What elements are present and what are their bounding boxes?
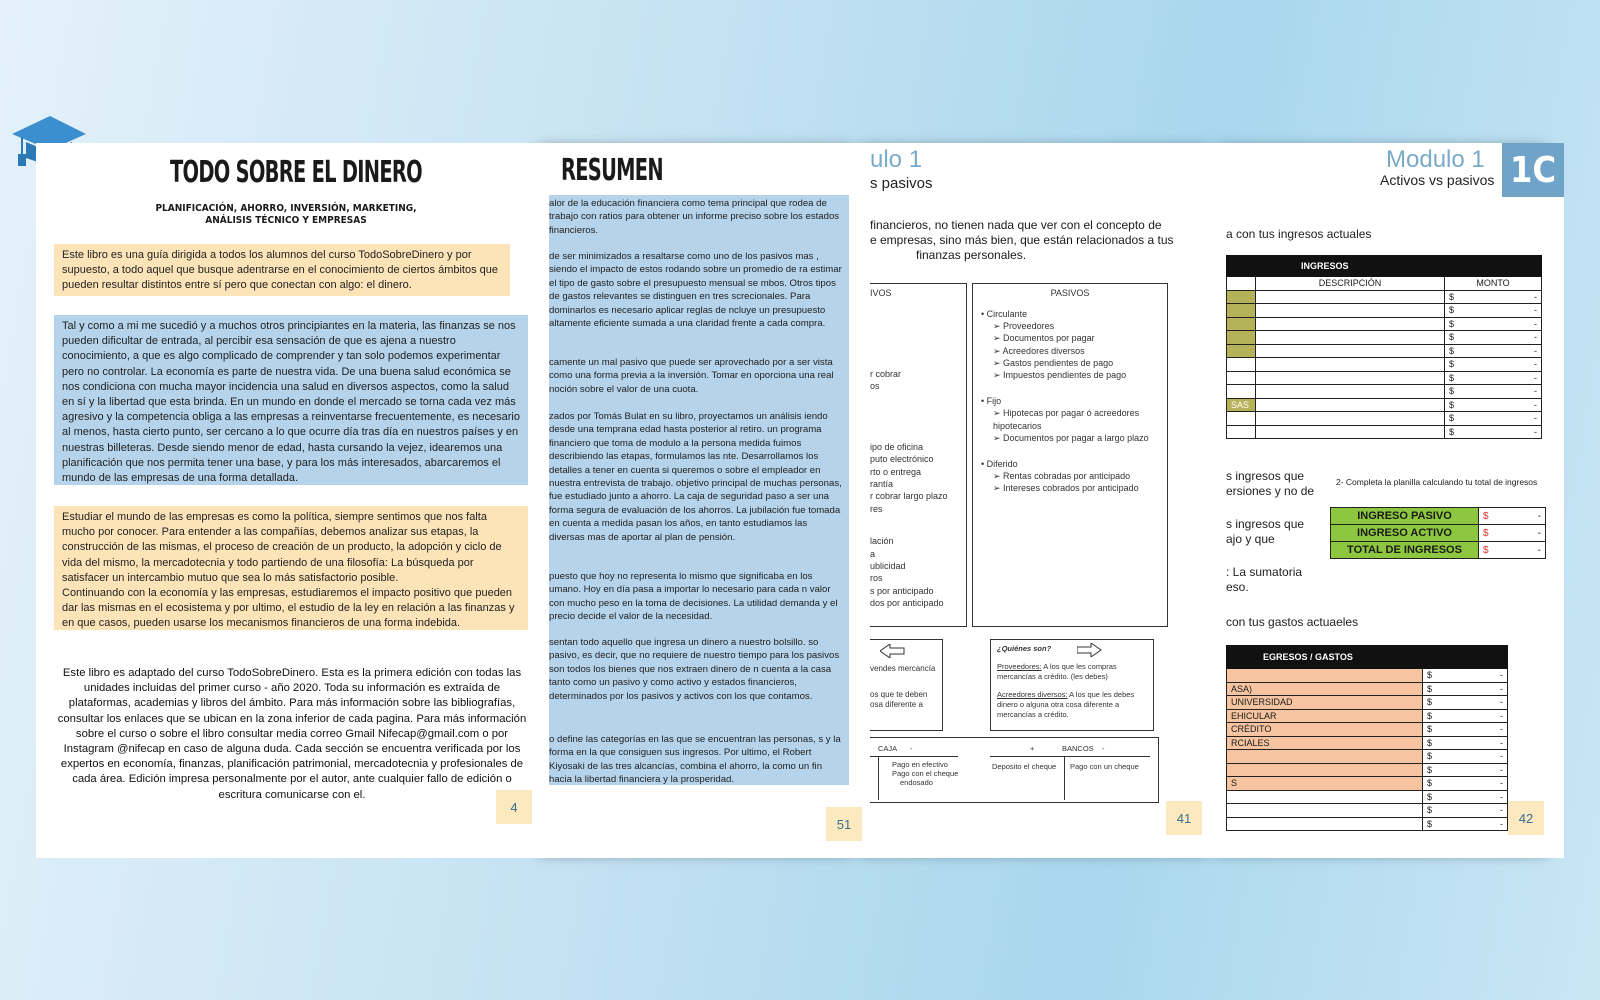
pasivo-item: ➢ Gastos pendientes de pago bbox=[993, 357, 1114, 368]
activo-item: os bbox=[870, 381, 880, 392]
book-page-41 bbox=[870, 143, 1226, 858]
amount-dash: - bbox=[1500, 791, 1503, 802]
egreso-monto-cell bbox=[1423, 682, 1508, 696]
ingreso-side-cell bbox=[1227, 290, 1256, 304]
ingreso-desc-cell bbox=[1256, 304, 1445, 318]
total-row bbox=[1331, 508, 1546, 525]
amount-dash: - bbox=[1534, 386, 1537, 397]
amount-dash: - bbox=[1500, 805, 1503, 816]
currency-sign: $ bbox=[1449, 359, 1455, 370]
egresos-table: EGRESOS / GASTOS $ - ASA) $ - UNIVERSIDAD $ - EHICULAR $ - CRÉDITO $ - RCIALES $ - $ - $ - S $ - $ - $ - $ - bbox=[1226, 645, 1508, 831]
ingreso-row bbox=[1227, 358, 1542, 372]
amount-dash: - bbox=[1534, 426, 1537, 437]
egreso-monto-cell bbox=[1423, 750, 1508, 764]
ingreso-desc-cell bbox=[1256, 412, 1445, 426]
egreso-label bbox=[1227, 763, 1423, 777]
ingreso-desc-cell bbox=[1256, 344, 1445, 358]
summary-paragraph: zados por Tomás Bulat en su libro, proyectamos un análisis iendo desde una temprana edad hasta posterior al retiro. un programa financiero que toma de modulo a la persona medida fuimos describiendo las etapas, formulamos las nte. Desarrollamos los detalles a tener en cuenta si queremos o sobre el empleador en nuestra entrevista de trabajo. objetivo principal de muchas personas, fue estudiado junto a ahorro. La caja de seguridad paso a ser una forma segura de evaluación de los ahorros. La jubilación fue tomada en cuenta a medida pasan los años, en tanto estudiamos las diversas mas de aportar al plan de pensión. bbox=[549, 411, 842, 543]
currency-sign: $ bbox=[1427, 724, 1433, 735]
ingreso-monto-cell bbox=[1445, 412, 1542, 426]
egreso-monto-cell bbox=[1423, 736, 1508, 750]
page-number: 4 bbox=[496, 790, 532, 824]
totales-table bbox=[1330, 507, 1546, 559]
note-card-right: ¿Quiénes son? Proveedores: A los que les compras mercancías a crédito. (les debes) Acreedores diversos: A los que les debes dinero o alguna otra cosa diferente a mercancías a crédito. bbox=[990, 639, 1154, 731]
currency-sign: $ bbox=[1449, 426, 1455, 437]
pasivo-item-label: Intereses cobrados por anticipado bbox=[1003, 483, 1139, 494]
currency-sign: $ bbox=[1483, 527, 1489, 539]
egreso-label bbox=[1227, 750, 1423, 764]
ingreso-row bbox=[1227, 412, 1542, 426]
ingreso-monto-cell bbox=[1445, 331, 1542, 345]
egreso-row bbox=[1227, 763, 1508, 777]
pasivo-item-label: Gastos pendientes de pago bbox=[1003, 357, 1114, 368]
currency-sign: $ bbox=[1449, 372, 1455, 383]
summary-paragraph: de ser minimizados a resaltarse como uno de los pasivos mas , siendo el impacto de estos rodando sobre un promedio de ra estimar el tipo de gasto sobre el presupuesto mensual se mbos. Otros tipos de gastos relevantes se distinguen en tres screcionales. Para dominarlos es necesario aplicar reglas de ncluye un presupuesto altamente eficiente sumada a una claridad frente a cada compra. bbox=[549, 251, 842, 330]
summary-paragraph: alor de la educación financiera como tema principal que rodea de trabajo con ratios para obtener un informe preciso sobre los estados financieros. bbox=[549, 198, 840, 236]
egreso-monto-cell bbox=[1423, 817, 1508, 831]
activo-item: s por anticipado bbox=[870, 585, 934, 596]
currency-sign: $ bbox=[1449, 332, 1455, 343]
ingreso-side-cell bbox=[1227, 317, 1256, 331]
total-value bbox=[1479, 542, 1546, 559]
ingreso-desc-cell bbox=[1256, 385, 1445, 399]
currency-sign: $ bbox=[1427, 751, 1433, 762]
egreso-row bbox=[1227, 696, 1508, 710]
activo-item: lación bbox=[870, 536, 894, 547]
currency-sign: $ bbox=[1427, 683, 1433, 694]
egreso-row bbox=[1227, 804, 1508, 818]
activo-item: ublicidad bbox=[870, 561, 906, 572]
pasivo-item: ➢ Acreedores diversos bbox=[993, 345, 1085, 356]
amount-dash: - bbox=[1500, 737, 1503, 748]
ingreso-side-cell bbox=[1227, 331, 1256, 345]
pasivos-column: PASIVOS • Circulante ➢ Proveedores ➢ Documentos por pagar ➢ Acreedores diversos ➢ Gastos pendientes de pago ➢ Impuestos pendientes de pago • Fijo ➢ Hipotecas por pagar ó acreedores hipotecarios ➢ Documentos por pagar a largo plazo • Diferido ➢ Rentas cobradas por anticipado ➢ Intereses cobrados por anticipado bbox=[972, 283, 1168, 627]
ingreso-side-cell bbox=[1227, 304, 1256, 318]
module-subtitle: Activos vs pasivos bbox=[1380, 172, 1495, 188]
ingreso-side-cell bbox=[1227, 344, 1256, 358]
ingreso-side-cell bbox=[1227, 371, 1256, 385]
amount-dash: - bbox=[1534, 345, 1537, 356]
pasivo-item-label: Documentos por pagar bbox=[1003, 333, 1095, 344]
amount-dash: - bbox=[1534, 332, 1537, 343]
activo-item: puto electrónico bbox=[870, 454, 934, 465]
ingreso-monto-cell bbox=[1445, 398, 1542, 412]
pasivo-item-label: Hipotecas por pagar ó acreedores hipotecarios bbox=[993, 408, 1140, 431]
book-page-51 bbox=[549, 143, 870, 858]
egreso-label: S bbox=[1227, 777, 1423, 791]
amount-dash: - bbox=[1537, 544, 1541, 556]
egreso-label bbox=[1227, 817, 1423, 831]
currency-sign: $ bbox=[1427, 778, 1433, 789]
pasivo-item: ➢ Rentas cobradas por anticipado bbox=[993, 471, 1131, 482]
currency-sign: $ bbox=[1427, 791, 1433, 802]
currency-sign: $ bbox=[1449, 305, 1455, 316]
amount-dash: - bbox=[1500, 778, 1503, 789]
activo-item: r cobrar bbox=[870, 369, 902, 379]
book-page-42: Modulo 1 Activos vs pasivos 1C a con tus ingresos actuales INGRESOS DESCRIPCIÓN MONTO $ - $ - $ - $ - $ - $ - $ - $ - SAS $ - $ - $ - s ingresos que ersiones y no de s ingresos que ajo y que : La sumatoria eso. 2- Completa la planilla calculando tu total de ingresos INGRESO PASIVO $ - INGRESO ACTIVO $ - TOTAL DE INGRESOS $ - con tus gastos actuaeles EGRESOS / GASTOS $ - ASA) $ - UNIVERSIDAD $ - EHICULAR $ - CRÉDITO $ - RCIALES $ - $ - $ - S $ - $ - $ - $ - 42 bbox=[1226, 143, 1564, 858]
ingreso-side-cell bbox=[1227, 358, 1256, 372]
egreso-label bbox=[1227, 669, 1423, 683]
total-row bbox=[1331, 525, 1546, 542]
egreso-monto-cell bbox=[1423, 669, 1508, 683]
ingresos-table: INGRESOS DESCRIPCIÓN MONTO $ - $ - $ - $ - $ - $ - $ - $ - SAS $ - $ - $ - bbox=[1226, 255, 1542, 439]
total-value bbox=[1479, 508, 1546, 525]
egreso-monto-cell bbox=[1423, 723, 1508, 737]
ingreso-row bbox=[1227, 385, 1542, 399]
ingreso-monto-cell bbox=[1445, 371, 1542, 385]
egreso-label: RCIALES bbox=[1227, 736, 1423, 750]
ingreso-desc-cell bbox=[1256, 358, 1445, 372]
amount-dash: - bbox=[1500, 697, 1503, 708]
module-title: Modulo 1 bbox=[1386, 146, 1485, 173]
ingreso-desc-cell bbox=[1256, 331, 1445, 345]
ingreso-desc-cell bbox=[1256, 425, 1445, 439]
ingreso-desc-cell bbox=[1256, 290, 1445, 304]
amount-dash: - bbox=[1534, 318, 1537, 329]
summary-paragraph: camente un mal pasivo que puede ser aprovechado por a ser vista como una forma previa a la inversión. Tomar en oporciona una real noción sobre el valor de una cuota. bbox=[549, 357, 834, 395]
page-number: 41 bbox=[1166, 801, 1202, 835]
currency-sign: $ bbox=[1449, 345, 1455, 356]
pasivo-item: ➢ Intereses cobrados por anticipado bbox=[993, 483, 1139, 494]
egreso-row bbox=[1227, 790, 1508, 804]
amount-dash: - bbox=[1500, 683, 1503, 694]
ingreso-row bbox=[1227, 317, 1542, 331]
amount-dash: - bbox=[1500, 751, 1503, 762]
activo-item: rto o entrega bbox=[870, 466, 922, 477]
activo-item: res bbox=[870, 503, 883, 514]
note-card-left: vendes mercancía os que te deben osa diferente a bbox=[870, 639, 943, 731]
amount-dash: - bbox=[1500, 710, 1503, 721]
total-row bbox=[1331, 542, 1546, 559]
finanzas-box: Tal y como a mi me sucedió y a muchos otros principiantes en la materia, las finanzas se nos pueden dificultar de entrada, al percibir esa sensación de que es ajena a nuestro conocimiento, a que es algo complicado de comprender y tan solo podemos experimentar pero no controlar. La economía es parte de nuestra vida. De una buena salud económica se nos condiciona con mucha mayor incidencia una salud en diversos aspectos, como la salud en sí y la libertad que esta brinda. En un mundo en donde el mercado se torna cada vez más agresivo y la competencia obliga a las empresas a reinventarse frecuentemente, es necesario al menos, hasta cierto punto, ser cercano a lo que ocurre día tras día en nuestros países y en nuestras billeteras. Desde siendo menor de edad, hasta cursando la vejez, idearemos una planificación que nos permita tener una base, y para los más interesados, abarcaremos el mundo de las empresas de una forma detallada. bbox=[54, 315, 528, 485]
page-subtitle: PLANIFICACIÓN, AHORRO, INVERSIÓN, MARKETING, ANÁLISIS TÉCNICO Y EMPRESAS bbox=[155, 203, 417, 226]
amount-dash: - bbox=[1534, 291, 1537, 302]
currency-sign: $ bbox=[1449, 318, 1455, 329]
currency-sign: $ bbox=[1427, 670, 1433, 681]
pasivo-item-label: Documentos por pagar a largo plazo bbox=[1003, 432, 1149, 443]
page-title: TODO SOBRE EL DINERO bbox=[170, 155, 422, 190]
amount-dash: - bbox=[1534, 399, 1537, 410]
arrow-right-icon bbox=[1077, 643, 1103, 657]
t-accounts: CAJA - Pago en efectivo Pago con el cheque endosado + BANCOS - Deposito el cheque Pago con un cheque bbox=[870, 737, 1159, 803]
egreso-row bbox=[1227, 736, 1508, 750]
egreso-label: EHICULAR bbox=[1227, 709, 1423, 723]
total-label: INGRESO ACTIVO bbox=[1331, 525, 1479, 542]
ingreso-side-cell bbox=[1227, 385, 1256, 399]
ingreso-side-cell: SAS bbox=[1227, 398, 1256, 412]
egreso-monto-cell bbox=[1423, 709, 1508, 723]
egreso-monto-cell bbox=[1423, 763, 1508, 777]
activo-item: r cobrar largo plazo bbox=[870, 491, 948, 502]
activo-item: ipo de oficina bbox=[870, 441, 924, 452]
ingreso-side-cell bbox=[1227, 425, 1256, 439]
module-title: ulo 1 bbox=[870, 146, 923, 173]
empresas-box: Estudiar el mundo de las empresas es como la política, siempre sentimos que nos falta mucho por conocer. Para entender a las compañías, debemos analizar sus etapas, la construcción de las mismas, el proceso de creación de un producto, la adopción y ciclo de vida del mismo, la mercadotecnia y todo partiendo de una filosofía: La búsqueda por satisfacer un intercambio mutuo que sea lo más satisfactorio posible. Continuando con la economía y las empresas, estudiaremos el impacto positivo que pueden dar las mismas en el ecosistema y por ultimo, el estudio de la ley en relación a las finanzas y en que casos, pueden usarse los mecanismos financieros de una forma indebida. bbox=[54, 506, 528, 630]
ingreso-monto-cell bbox=[1445, 425, 1542, 439]
pasivo-item-label: Proveedores bbox=[1003, 321, 1055, 332]
egreso-monto-cell bbox=[1423, 790, 1508, 804]
egreso-monto-cell bbox=[1423, 777, 1508, 791]
module-subtitle: s pasivos bbox=[870, 175, 933, 192]
ingreso-row bbox=[1227, 331, 1542, 345]
total-label: INGRESO PASIVO bbox=[1331, 508, 1479, 525]
currency-sign: $ bbox=[1449, 291, 1455, 302]
currency-sign: $ bbox=[1427, 710, 1433, 721]
ingreso-desc-cell bbox=[1256, 398, 1445, 412]
pasivo-item-label: Impuestos pendientes de pago bbox=[1003, 370, 1127, 381]
total-label: TOTAL DE INGRESOS bbox=[1331, 542, 1479, 559]
page-title: RESUMEN bbox=[561, 153, 663, 188]
summary-paragraph: sentan todo aquello que ingresa un dinero a nuestro bolsillo. so pasivo, es decir, que no requiere de nuestro tiempo para los pasivos son todos los bienes que nos extraen dinero de n cuenta a la casa tanto como un pasivo y como activo y estados financieros, determinados por los pasivos y activos con los que contamos. bbox=[549, 637, 840, 702]
pasivo-item: ➢ Impuestos pendientes de pago bbox=[993, 370, 1127, 381]
egreso-row bbox=[1227, 682, 1508, 696]
book-page-4 bbox=[36, 143, 549, 858]
total-value bbox=[1479, 525, 1546, 542]
currency-sign: $ bbox=[1449, 413, 1455, 424]
ingreso-row bbox=[1227, 344, 1542, 358]
ingreso-monto-cell bbox=[1445, 385, 1542, 399]
activo-item: ros bbox=[870, 573, 883, 584]
page-number: 42 bbox=[1508, 801, 1544, 835]
ingreso-row bbox=[1227, 304, 1542, 318]
amount-dash: - bbox=[1537, 527, 1541, 539]
currency-sign: $ bbox=[1427, 764, 1433, 775]
egreso-label: UNIVERSIDAD bbox=[1227, 696, 1423, 710]
currency-sign: $ bbox=[1427, 737, 1433, 748]
activo-item: dos por anticipado bbox=[870, 598, 944, 609]
pasivo-item-label: Acreedores diversos bbox=[1002, 345, 1085, 356]
pasivo-item: ➢ Documentos por pagar a largo plazo bbox=[993, 432, 1149, 443]
currency-sign: $ bbox=[1449, 386, 1455, 397]
pasivo-item: ➢ Documentos por pagar bbox=[993, 333, 1095, 344]
currency-sign: $ bbox=[1427, 818, 1433, 829]
ingreso-row bbox=[1227, 425, 1542, 439]
currency-sign: $ bbox=[1449, 399, 1455, 410]
closing-paragraph: Este libro es adaptado del curso TodoSobreDinero. Esta es la primera edición con todas las unidades incluidas del primer curso - año 2020. Toda su información es extraída de plataformas, academias y libros del ámbito. Para más información sobre las bibliografías, consultar los enlaces que se ubican en la zona inferior de cada pagina. Para más información sobre el curso o sobre el libro consultar media correo Gmail Nifecap@gmail.com o por Instagram @nifecap en caso de alguna duda. Cada sección se encuentra verificada por los expertos en economía, finanzas, planificación patrimonial, mercadotecnia y profesionales de cada área. Edición impresa personalmente por el autor, ante cualquier fallo de edición o escritura comunicarse con el. bbox=[57, 667, 527, 801]
currency-sign: $ bbox=[1427, 697, 1433, 708]
ingreso-desc-cell bbox=[1256, 371, 1445, 385]
currency-sign: $ bbox=[1427, 805, 1433, 816]
egreso-row bbox=[1227, 709, 1508, 723]
ingreso-desc-cell bbox=[1256, 317, 1445, 331]
egreso-label bbox=[1227, 804, 1423, 818]
ingreso-row bbox=[1227, 290, 1542, 304]
activos-column: IVOS r cobrar os ipo de oficina puto electrónico rto o entrega rantía r cobrar largo plazo res lación a ublicidad ros s por anticipado dos por anticipado bbox=[870, 283, 967, 627]
ingreso-monto-cell bbox=[1445, 358, 1542, 372]
egreso-row bbox=[1227, 723, 1508, 737]
ingreso-monto-cell bbox=[1445, 290, 1542, 304]
egreso-monto-cell bbox=[1423, 696, 1508, 710]
amount-dash: - bbox=[1534, 413, 1537, 424]
egreso-label: CRÉDITO bbox=[1227, 723, 1423, 737]
summary-paragraph: o define las categorías en las que se encuentran las personas, s y la forma en la que consiguen sus ingresos. Por ultimo, el Robert Kiyosaki de las tres alcancías, combina el ahorro, la como un fin hacia la libertad financiera y la prosperidad. bbox=[549, 734, 841, 786]
ingreso-side-cell bbox=[1227, 412, 1256, 426]
section-badge: 1C bbox=[1502, 143, 1564, 197]
pasivo-item: ➢ Proveedores bbox=[993, 321, 1055, 332]
ingreso-monto-cell bbox=[1445, 344, 1542, 358]
activo-item: rantía bbox=[870, 479, 894, 490]
amount-dash: - bbox=[1534, 359, 1537, 370]
arrow-left-icon bbox=[880, 644, 906, 658]
egreso-row bbox=[1227, 777, 1508, 791]
amount-dash: - bbox=[1500, 670, 1503, 681]
ingreso-monto-cell bbox=[1445, 304, 1542, 318]
amount-dash: - bbox=[1537, 510, 1541, 522]
amount-dash: - bbox=[1500, 764, 1503, 775]
pasivo-item: ➢ Hipotecas por pagar ó acreedores hipotecarios bbox=[993, 408, 1140, 431]
currency-sign: $ bbox=[1483, 544, 1489, 556]
amount-dash: - bbox=[1534, 305, 1537, 316]
egreso-label: ASA) bbox=[1227, 682, 1423, 696]
ingreso-row bbox=[1227, 371, 1542, 385]
page-number: 51 bbox=[826, 807, 862, 841]
pasivo-item-label: Rentas cobradas por anticipado bbox=[1003, 471, 1131, 482]
amount-dash: - bbox=[1534, 372, 1537, 383]
amount-dash: - bbox=[1500, 724, 1503, 735]
egreso-row bbox=[1227, 750, 1508, 764]
intro-text: financieros, no tienen nada que ver con el concepto de e empresas, sino más bien, que están relacionados a tus finanzas personales. bbox=[870, 218, 1174, 262]
egreso-row bbox=[1227, 669, 1508, 683]
egreso-label bbox=[1227, 790, 1423, 804]
activo-item: a bbox=[870, 548, 876, 559]
egreso-monto-cell bbox=[1423, 804, 1508, 818]
intro-box: Este libro es una guía dirigida a todos los alumnos del curso TodoSobreDinero y por supuesto, a todo aquel que busque adentrarse en el conocimiento de ciertos ámbitos que pueden resultar distintos entre sí pero que conectan con algo: el dinero. bbox=[54, 244, 510, 296]
summary-paragraph: puesto que hoy no representa lo mismo que significaba en los umano. Hoy en día pasa a importar lo necesario para cada n valor con mucho peso en la toma de decisiones. La utilidad demanda y el precio decide el valor de la necesidad. bbox=[549, 571, 838, 623]
ingreso-row bbox=[1227, 398, 1542, 412]
egreso-row bbox=[1227, 817, 1508, 831]
amount-dash: - bbox=[1500, 818, 1503, 829]
currency-sign: $ bbox=[1483, 510, 1489, 522]
ingreso-monto-cell bbox=[1445, 317, 1542, 331]
